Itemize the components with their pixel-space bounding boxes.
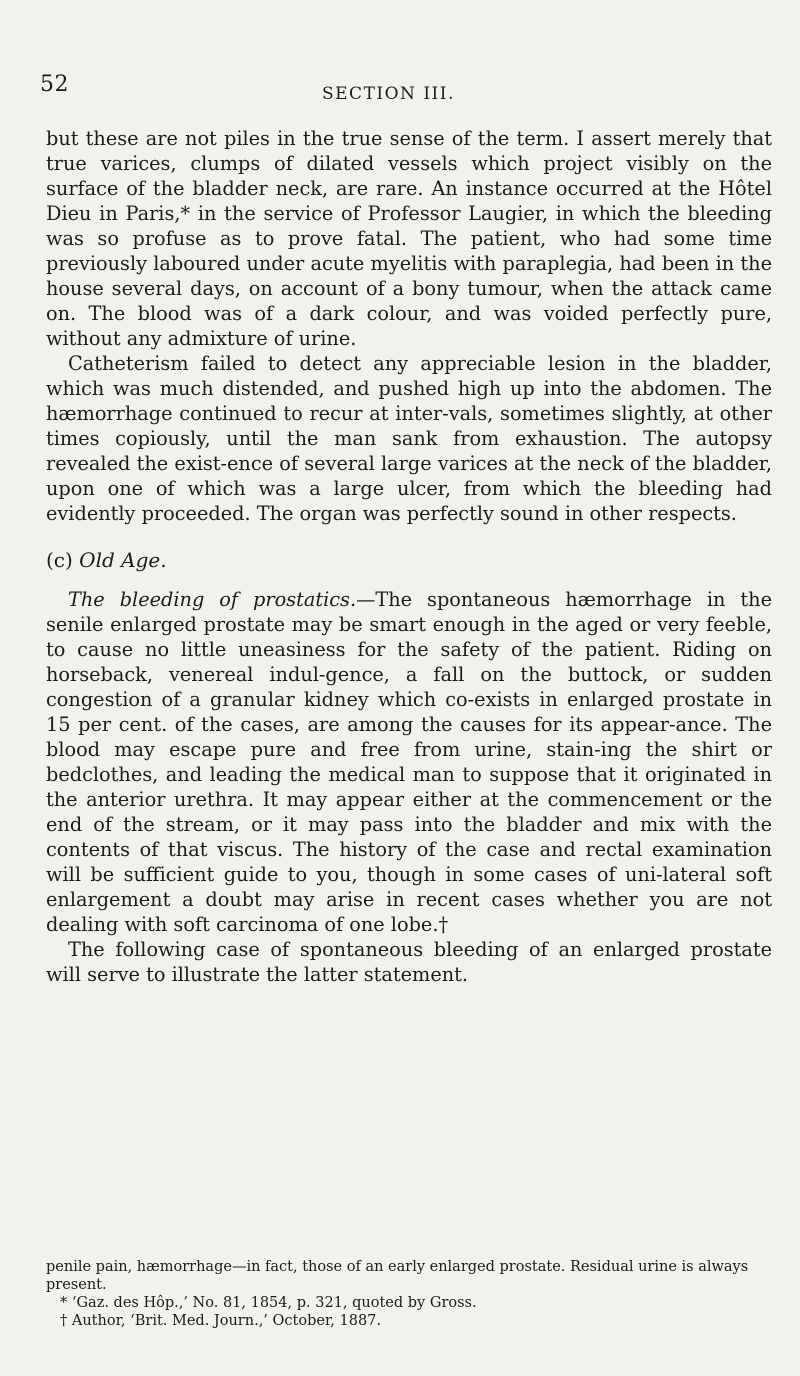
page-number: 52 — [40, 72, 69, 97]
paragraph-1: but these are not piles in the true sense of the term. I assert merely that true varices, clumps of dilated vessels which project visibly on the surface of the bladder neck, are rare. An instance occurred at the Hôtel Dieu in Paris,* in the service of Professor Laugier, in which the bleeding was so profuse as to prove fatal. The patient, who had some time previously laboured under acute myelitis with paraplegia, had been in the house several days, on account of a bony tumour, when the attack came on. The blood was of a dark colour, and was voided perfectly pure, without any admixture of urine. — [46, 127, 772, 350]
paragraph-2: Catheterism failed to detect any appreciable lesion in the bladder, which was much distended, and pushed high up into the abdomen. The hæmorrhage continued to recur at inter-vals, sometimes slightly, at other times copiously, until the man sank from exhaustion. The autopsy revealed the exist-ence of several large varices at the neck of the bladder, upon one of which was a large ulcer, from which the bleeding had evidently proceeded. The organ was perfectly sound in other respects. — [46, 352, 772, 525]
footnotes — [46, 1258, 772, 1330]
footnote-1: * ‘Gaz. des Hôp.,’ No. 81, 1854, p. 321, quoted by Gross. — [60, 1295, 477, 1311]
section-subheading — [46, 548, 772, 573]
paragraph-3 — [46, 587, 772, 937]
paragraph-3-lead: The bleeding of prostatics. — [68, 588, 357, 611]
footnote-2: † Author, ‘Brit. Med. Journ.,’ October, 1887. — [60, 1313, 382, 1329]
body-text — [46, 126, 772, 987]
subheading-title: Old Age. — [79, 548, 167, 572]
footnote-carryover: penile pain, hæmorrhage—in fact, those of an early enlarged prostate. Residual urine is always present. — [46, 1259, 749, 1293]
subheading-label: (c) — [46, 548, 73, 572]
paragraph-3-text: —The spontaneous hæmorrhage in the senile enlarged prostate may be smart enough in the aged or very feeble, to cause no little uneasiness for the safety of the patient. Riding on horseback, venereal indul-gence, a fall on the buttock, or sudden congestion of a granular kidney which co-exists in enlarged prostate in 15 per cent. of the cases, are among the causes for its appear-ance. The blood may escape pure and free from urine, stain-ing the shirt or bedclothes, and leading the medical man to suppose that it originated in the anterior urethra. It may appear either at the commencement or the end of the stream, or it may pass into the bladder and mix with the contents of that viscus. The history of the case and rectal examination will be sufficient guide to you, though in some cases of uni-lateral soft enlargement a doubt may arise in recent cases whether you are not dealing with soft carcinoma of one lobe.† — [46, 588, 772, 936]
running-head: SECTION III. — [322, 84, 455, 104]
paragraph-4: The following case of spontaneous bleeding of an enlarged prostate will serve to illustrate the latter statement. — [46, 938, 772, 986]
